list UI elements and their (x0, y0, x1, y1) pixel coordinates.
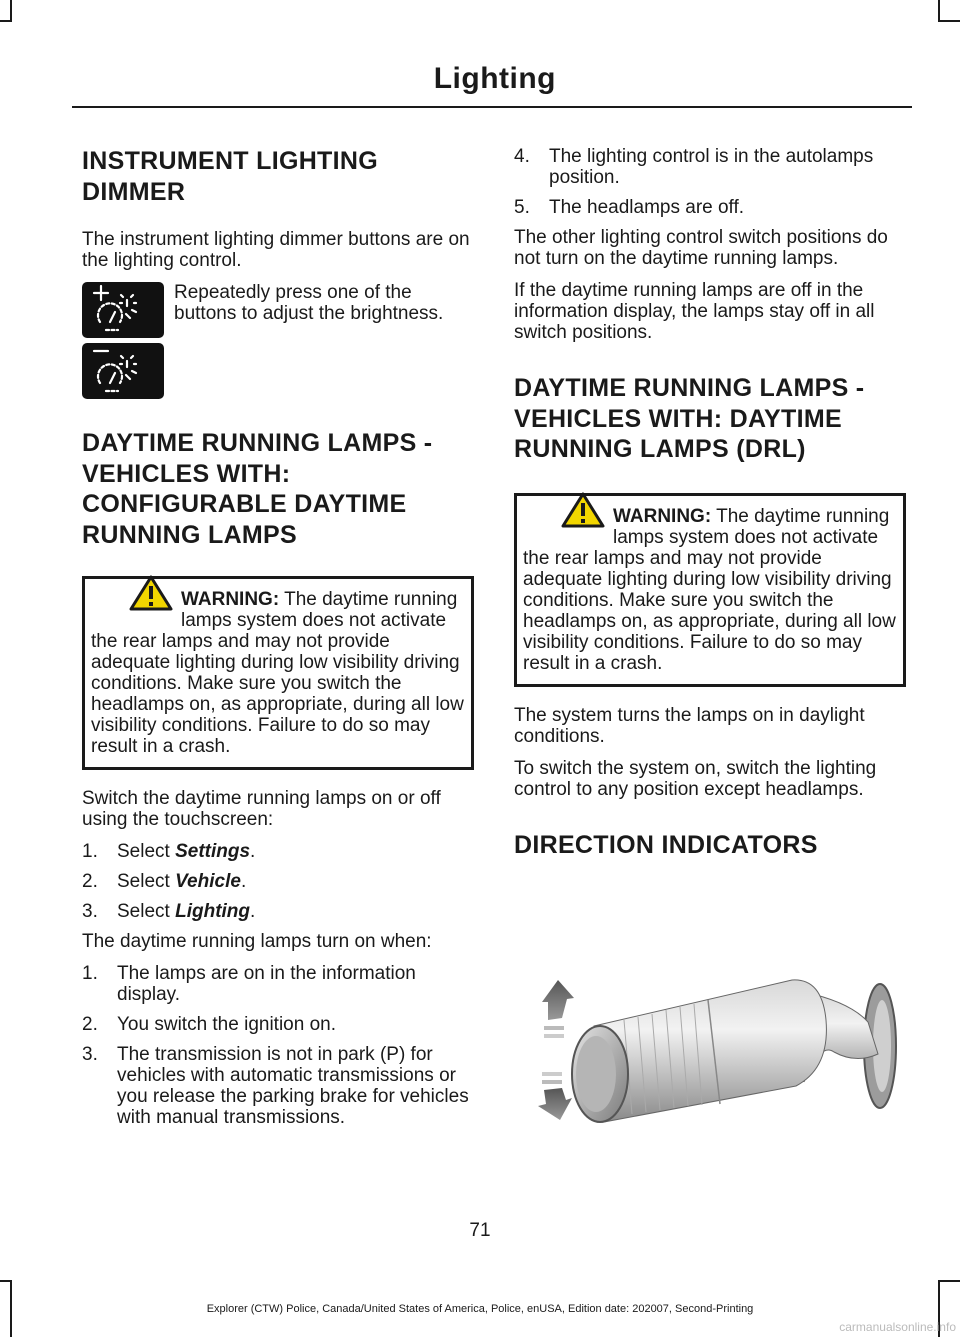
warning-text: WARNING: The daytime running lamps system does not activate the rear lamps and may not provide adequate lighting during low visibility driving conditions. Make sure you switch the headlamps on, as appropriate, during all low visibility conditions. Failure to do so may result in a crash. (91, 589, 465, 757)
configurable-drl-heading: DAYTIME RUNNING LAMPS - VEHICLES WITH: CONFIGURABLE DAYTIME RUNNING LAMPS (82, 429, 433, 549)
drl-section (514, 373, 906, 800)
warning-text: WARNING: The daytime running lamps system does not activate the rear lamps and may not provide adequate lighting during low visibility driving conditions. Make sure you switch the headlamps on, as appropriate, during all low visibility conditions. Failure to do so may result in a crash. (523, 506, 897, 674)
menu-path-vehicle: Vehicle (175, 871, 241, 892)
dimmer-side-text: Repeatedly press one of the buttons to adjust the brightness. (174, 282, 444, 324)
drl-heading: DAYTIME RUNNING LAMPS - VEHICLES WITH: DAYTIME RUNNING LAMPS (DRL) (514, 374, 865, 463)
list-item: 4. The lighting control is in the autolamps position. (514, 146, 874, 188)
turn-on-intro: The daytime running lamps turn on when: (82, 931, 432, 952)
list-item: 5. The headlamps are off. (514, 197, 745, 218)
dimmer-plus-icon (82, 282, 164, 338)
direction-indicator-stalk-icon (534, 972, 902, 1124)
dimmer-section (82, 146, 474, 404)
crop-mark (10, 0, 12, 22)
dimmer-row (82, 282, 474, 404)
page-number: 71 (469, 1220, 491, 1241)
daylight-text: The system turns the lamps on in daylight conditions. (514, 704, 865, 747)
warning-box (82, 576, 474, 770)
watermark: carmanualsonline.info (839, 1320, 956, 1334)
off-note-text: If the daytime running lamps are off in the information display, the lamps stay off in all switch positions. (514, 280, 875, 343)
turn-on-conditions-continued (514, 146, 906, 218)
warning-label: WARNING: (613, 505, 712, 527)
list-item: 2. You switch the ignition on. (82, 1014, 337, 1035)
list-item: 3. Select Lighting. (82, 901, 256, 922)
crop-mark (938, 20, 960, 22)
menu-path-settings: Settings (175, 841, 251, 862)
dimmer-intro: The instrument lighting dimmer buttons are on the lighting control. (82, 229, 470, 271)
header-divider (72, 106, 912, 108)
footer-text: Explorer (CTW) Police, Canada/United States of America, Police, enUSA, Edition date: 202007, Second-Printing (206, 1303, 754, 1315)
dimmer-icons (82, 282, 174, 404)
crop-mark (0, 1280, 12, 1282)
crop-mark (938, 1280, 960, 1282)
direction-indicators-heading: DIRECTION INDICATORS (514, 830, 818, 859)
crop-mark (0, 20, 12, 22)
left-column (82, 146, 474, 1137)
page-title: Lighting (433, 62, 556, 95)
crop-mark (938, 0, 940, 22)
switch-intro: Switch the daytime running lamps on or off using the touchscreen: (82, 788, 441, 830)
warning-box (514, 493, 906, 687)
other-positions-text: The other lighting control switch positions do not turn on the daytime running lamps. (514, 227, 888, 269)
warning-triangle-icon (129, 575, 173, 611)
right-column (514, 146, 906, 882)
dimmer-heading: INSTRUMENT LIGHTING DIMMER (82, 147, 378, 206)
dimmer-minus-icon (82, 343, 164, 399)
list-item: 1. The lamps are on in the information display. (82, 963, 416, 1005)
switch-on-text: To switch the system on, switch the lighting control to any position except headlamps. (514, 757, 877, 800)
menu-path-lighting: Lighting (175, 901, 251, 922)
list-item: 3. The transmission is not in park (P) for vehicles with automatic transmissions or you release the parking brake for vehicles with manual transmissions. (82, 1044, 469, 1128)
direction-indicators-section (514, 830, 906, 861)
turn-on-conditions (82, 963, 474, 1128)
warning-label: WARNING: (181, 589, 280, 610)
list-item: 2. Select Vehicle. (82, 871, 247, 892)
configurable-drl-section (82, 428, 474, 1128)
warning-triangle-icon (561, 492, 605, 528)
list-item: 1. Select Settings. (82, 841, 256, 862)
touchscreen-steps (82, 841, 474, 922)
